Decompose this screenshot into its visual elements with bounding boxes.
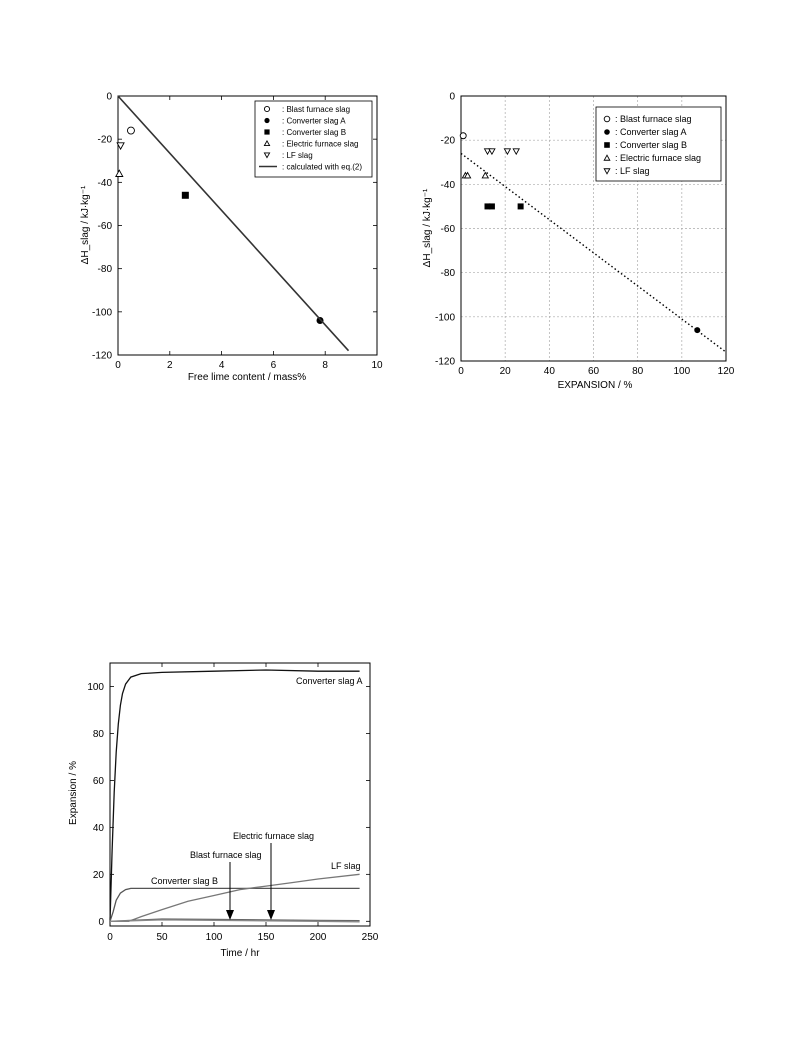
chart2-point — [518, 203, 524, 209]
chart1-xtick-label: 10 — [371, 360, 383, 371]
annotation-converter-slag-b: Converter slag B — [151, 876, 219, 886]
chart2-ytick-label: 0 — [449, 91, 455, 103]
chart3-series-line — [110, 888, 360, 921]
chart3-xtick-label: 100 — [205, 932, 223, 943]
chart3-annotations — [151, 676, 363, 920]
chart1-xtick-label: 8 — [322, 360, 328, 371]
chart1-xtick-label: 0 — [115, 360, 121, 371]
chart2-xtick-label: 40 — [543, 366, 555, 377]
chart3-ylabel: Expansion / % — [68, 761, 79, 825]
chart2-legend-label: : LF slag — [615, 166, 650, 177]
annotation-lf-slag: LF slag — [331, 861, 361, 871]
chart2-xtick-label: 80 — [632, 366, 644, 377]
chart3-series-line — [110, 670, 360, 921]
chart3-ytick-label: 100 — [87, 681, 104, 693]
chart1-ytick-label: 0 — [106, 91, 112, 103]
chart1-legend-swatch — [264, 118, 269, 123]
chart3-ticks — [87, 663, 378, 943]
chart2-point — [489, 203, 495, 209]
annotation-converter-slag-a: Converter slag A — [296, 676, 363, 686]
chart2-point — [694, 327, 700, 333]
chart3-series-line — [110, 874, 360, 921]
chart2-ytick-label: -120 — [434, 356, 455, 368]
chart1-legend-label: : calculated with eq.(2) — [282, 162, 363, 172]
chart1-legend-label: : Blast furnace slag — [282, 105, 351, 114]
chart1-ytick-label: -40 — [97, 177, 112, 189]
chart2-ytick-label: -100 — [434, 312, 455, 324]
chart1-legend-swatch — [264, 106, 269, 111]
chart2-xtick-label: 0 — [458, 366, 464, 377]
chart2-xtick-label: 20 — [499, 366, 511, 377]
chart-1-free-lime — [80, 92, 383, 384]
chart2-ylabel: ΔH_slag / kJ·kg⁻¹ — [422, 188, 433, 268]
chart2-ytick-label: -40 — [440, 179, 455, 191]
chart1-point — [116, 170, 123, 176]
chart1-xtick-label: 4 — [218, 360, 225, 371]
chart1-ytick-label: -20 — [97, 134, 112, 146]
chart3-frame — [110, 663, 370, 926]
chart2-ytick-label: -60 — [440, 224, 455, 235]
chart1-legend-label: : LF slag — [282, 151, 313, 160]
chart1-xtick-label: 2 — [167, 360, 173, 371]
chart1-ytick-label: -100 — [91, 307, 112, 319]
chart-2-expansion — [422, 92, 735, 392]
chart1-legend-swatch — [264, 129, 269, 134]
chart2-point — [513, 149, 519, 154]
chart3-xtick-label: 150 — [257, 932, 275, 943]
chart1-ylabel: ΔH_slag / kJ·kg⁻¹ — [80, 185, 91, 265]
chart3-xlabel: Time / hr — [220, 948, 260, 959]
annotation-electric-furnace-slag: Electric furnace slag — [233, 831, 315, 841]
arrow-head-electric-furnace — [267, 910, 275, 920]
chart1-ytick-label: -120 — [91, 350, 112, 362]
chart2-legend-label: : Blast furnace slag — [615, 114, 692, 125]
chart2-legend — [596, 107, 721, 181]
chart2-xtick-label: 120 — [717, 366, 735, 377]
chart2-legend-label: : Converter slag A — [615, 127, 687, 138]
chart1-point — [182, 192, 189, 199]
chart2-legend-swatch — [604, 129, 610, 135]
chart3-xtick-label: 250 — [361, 932, 379, 943]
chart3-ytick-label: 60 — [92, 775, 104, 787]
arrow-head-blast-furnace — [226, 910, 234, 920]
chart2-xtick-label: 60 — [587, 366, 600, 377]
chart1-point — [127, 127, 134, 134]
chart2-ytick-label: -80 — [440, 268, 455, 280]
chart2-point — [460, 133, 466, 139]
chart3-ytick-label: 0 — [98, 916, 104, 928]
chart3-xtick-label: 50 — [156, 932, 168, 943]
chart2-legend-label: : Electric furnace slag — [615, 153, 702, 164]
chart1-xlabel: Free lime content / mass% — [187, 372, 307, 383]
chart1-legend-label: : Converter slag A — [282, 116, 346, 126]
chart2-xtick-label: 100 — [673, 366, 691, 377]
chart3-xtick-label: 200 — [309, 932, 327, 943]
chart1-legend-label: : Converter slag B — [282, 128, 347, 137]
chart2-point — [489, 149, 495, 154]
chart2-xlabel: EXPANSION / % — [557, 380, 633, 391]
chart2-ytick-label: -20 — [440, 135, 455, 147]
chart1-legend-label: : Electric furnace slag — [282, 139, 359, 149]
chart3-xtick-label: 0 — [107, 932, 113, 943]
chart2-legend-label: : Converter slag B — [615, 140, 688, 151]
annotation-blast-furnace-slag: Blast furnace slag — [190, 850, 262, 860]
chart3-ytick-label: 80 — [92, 728, 104, 740]
chart2-legend-swatch — [604, 116, 610, 122]
chart-3-time-expansion — [68, 663, 379, 959]
chart2-legend-swatch — [604, 142, 610, 148]
chart3-ytick-label: 40 — [92, 822, 104, 834]
chart1-xtick-label: 6 — [270, 360, 277, 371]
chart1-legend — [255, 101, 372, 177]
chart1-ytick-label: -60 — [97, 221, 112, 232]
chart3-ytick-label: 20 — [92, 869, 104, 881]
chart1-ytick-label: -80 — [97, 264, 112, 276]
chart3-marks — [110, 670, 360, 922]
